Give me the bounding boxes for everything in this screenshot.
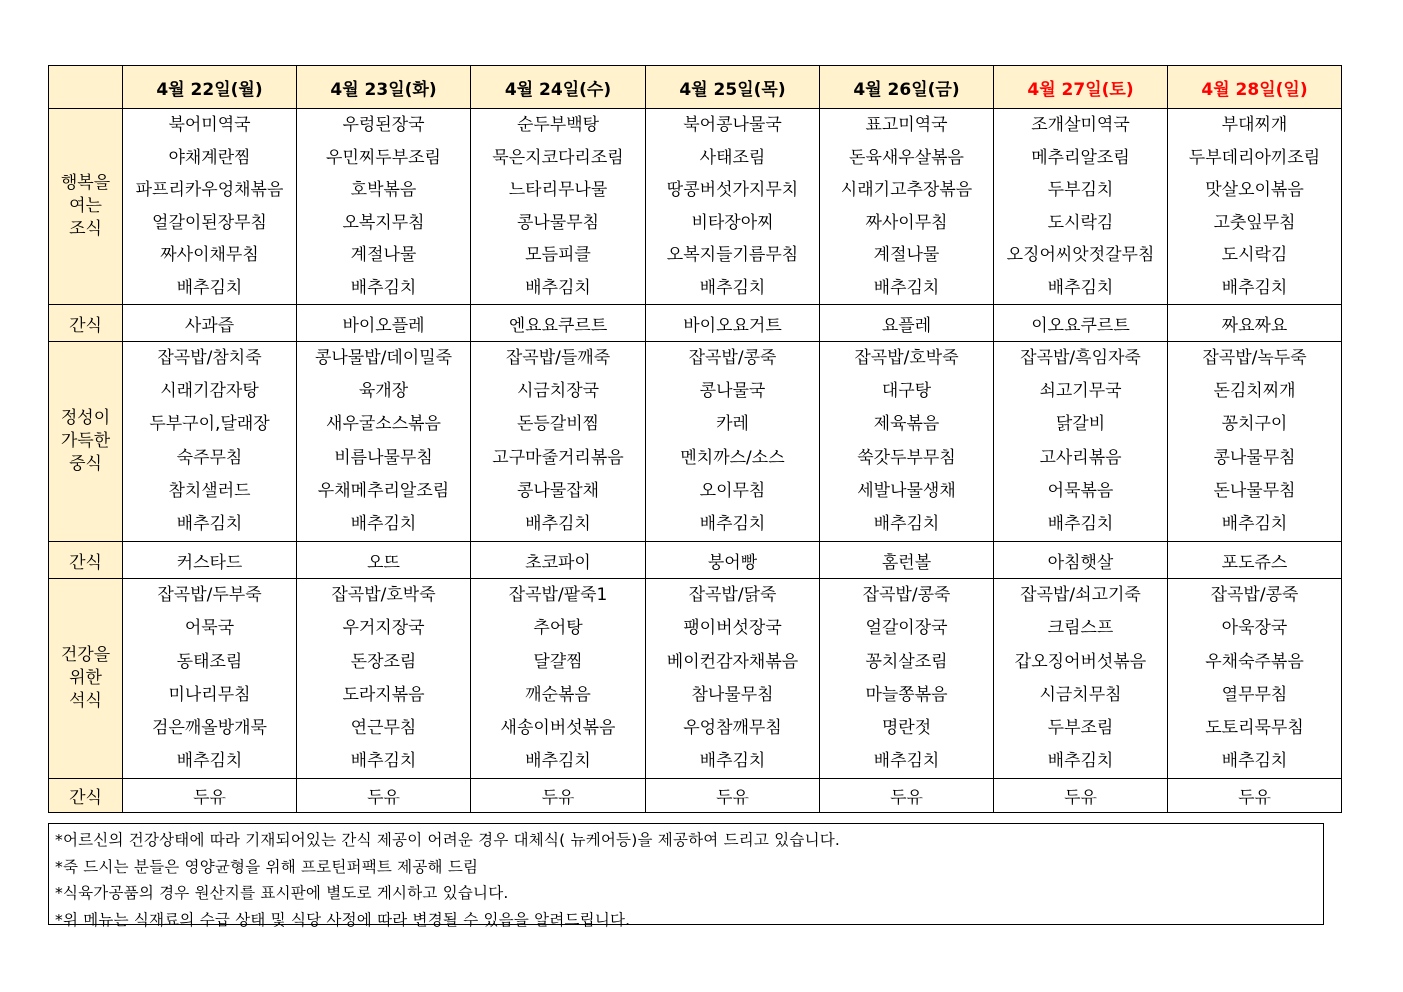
note-line: *위 메뉴는 식재료의 수급 상태 및 식당 사정에 따라 변경될 수 있음을 알려드립니다. — [55, 910, 631, 929]
header-row — [49, 66, 1342, 109]
dish-item: 갑오징어버섯볶음 — [1014, 651, 1147, 672]
dish-item: 배추김치 — [350, 277, 417, 298]
dish-item: 계절나물 — [350, 245, 417, 265]
snack-label: 간식 — [49, 779, 123, 813]
corner-cell — [49, 66, 123, 109]
dinner-cell — [471, 579, 646, 779]
dish-item: 잡곡밥/닭죽 — [688, 585, 777, 606]
dish-item: 콩나물잡채 — [516, 480, 600, 501]
dish-item: 짜사이무침 — [865, 212, 948, 233]
dish-item: 우엉참깨무침 — [683, 718, 782, 739]
lunch-cell — [297, 342, 471, 542]
dish-item: 부대찌개 — [1221, 115, 1288, 135]
lunch-cell — [123, 342, 297, 542]
dish-item: 도토리묵무침 — [1205, 718, 1304, 739]
breakfast-cell — [123, 109, 297, 305]
dinner-row — [49, 579, 1342, 779]
dish-item: 잡곡밥/쇠고기죽 — [1020, 585, 1141, 606]
dish-item: 표고미역국 — [865, 115, 948, 135]
dish-item: 참나물무침 — [691, 684, 774, 705]
dish-item: 꽁치살조림 — [865, 651, 948, 672]
dish-item: 오복지무침 — [342, 212, 425, 233]
dish-item: 파프리카우엉채볶음 — [135, 180, 284, 200]
dish-item: 배추김치 — [350, 514, 417, 535]
dish-item: 잡곡밥/녹두죽 — [1202, 348, 1307, 368]
snack-cell: 오뜨 — [297, 542, 471, 579]
dish-item: 새송이버섯볶음 — [500, 718, 616, 739]
dish-item: 제육볶음 — [873, 414, 940, 435]
dish-item: 참치샐러드 — [168, 480, 251, 501]
dish-item: 사태조림 — [699, 147, 766, 168]
dish-item: 돈김치찌개 — [1213, 381, 1296, 402]
dish-item: 잡곡밥/두부죽 — [157, 585, 262, 606]
dish-item: 북어미역국 — [168, 115, 251, 135]
dish-item: 짜사이채무침 — [160, 245, 259, 265]
breakfast-cell — [820, 109, 994, 305]
breakfast-cell — [297, 109, 471, 305]
evening-snack-row — [49, 779, 1342, 813]
dinner-cell — [123, 579, 297, 779]
snack-cell: 엔요요쿠르트 — [471, 305, 646, 342]
snack-cell: 두유 — [820, 779, 994, 813]
dish-item: 순두부백탕 — [516, 115, 600, 135]
dish-item: 꽁치구이 — [1221, 414, 1288, 435]
notes-box — [48, 823, 1324, 929]
afternoon-snack-row — [49, 542, 1342, 579]
dish-item: 어묵국 — [184, 618, 235, 639]
dish-item: 잡곡밥/콩죽 — [1210, 585, 1299, 606]
dish-item: 오복지들기름무침 — [666, 245, 799, 265]
dish-item: 배추김치 — [1221, 751, 1288, 772]
dish-item: 두부데리아끼조림 — [1188, 147, 1321, 168]
dish-item: 맛살오이볶음 — [1205, 180, 1304, 200]
lunch-cell — [1168, 342, 1342, 542]
day-header: 4월 26일(금) — [820, 66, 994, 109]
snack-cell: 두유 — [1168, 779, 1342, 813]
dish-item: 세발나물생채 — [857, 480, 956, 501]
dish-item: 고춧잎무침 — [1213, 212, 1296, 233]
snack-cell: 요플레 — [820, 305, 994, 342]
lunch-label: 정성이 가득한 중식 — [49, 342, 123, 542]
snack-label: 간식 — [49, 305, 123, 342]
lunch-cell — [820, 342, 994, 542]
dish-item: 배추김치 — [699, 277, 766, 298]
dish-item: 배추김치 — [1047, 277, 1114, 298]
dish-item: 잡곡밥/호박죽 — [331, 585, 436, 606]
dish-item: 우채메추리알조림 — [317, 480, 450, 501]
dinner-cell — [820, 579, 994, 779]
dish-item: 배추김치 — [350, 751, 417, 772]
snack-cell: 두유 — [994, 779, 1168, 813]
dish-item: 얼갈이된장무침 — [152, 212, 267, 233]
snack-cell: 바이오요거트 — [646, 305, 820, 342]
dish-item: 배추김치 — [176, 277, 243, 298]
breakfast-cell — [1168, 109, 1342, 305]
dish-item: 우채숙주볶음 — [1205, 651, 1304, 672]
morning-snack-row — [49, 305, 1342, 342]
dish-item: 미나리무침 — [168, 684, 251, 705]
dish-item: 잡곡밥/콩죽 — [688, 348, 777, 368]
breakfast-cell — [471, 109, 646, 305]
dish-item: 배추김치 — [176, 514, 243, 535]
dish-item: 배추김치 — [699, 751, 766, 772]
breakfast-label: 행복을 여는 조식 — [49, 109, 123, 305]
dish-item: 쇠고기무국 — [1039, 381, 1122, 402]
dish-item: 비타장아찌 — [691, 212, 774, 233]
snack-cell: 붕어빵 — [646, 542, 820, 579]
dish-item: 두부조림 — [1047, 718, 1114, 739]
snack-label: 간식 — [49, 542, 123, 579]
dish-item: 도시락김 — [1221, 245, 1288, 265]
dish-item: 숙주무침 — [176, 447, 243, 468]
dish-item: 조개살미역국 — [1031, 115, 1130, 135]
dish-item: 마늘쫑볶음 — [865, 684, 948, 705]
breakfast-cell — [646, 109, 820, 305]
dish-item: 연근무침 — [350, 718, 417, 739]
dish-item: 돈나물무침 — [1213, 480, 1296, 501]
dish-item: 고사리볶음 — [1039, 447, 1122, 468]
snack-cell: 아침햇살 — [994, 542, 1168, 579]
dish-item: 동태조림 — [176, 651, 243, 672]
dish-item: 야채계란찜 — [168, 147, 251, 168]
dish-item: 얼갈이장국 — [865, 618, 948, 639]
dish-item: 추어탕 — [533, 618, 583, 639]
dinner-cell — [1168, 579, 1342, 779]
dish-item: 오징어씨앗젓갈무침 — [1006, 245, 1155, 265]
dish-item: 닭갈비 — [1055, 414, 1106, 435]
lunch-cell — [994, 342, 1168, 542]
dish-item: 고구마줄거리볶음 — [492, 447, 624, 468]
dish-item: 팽이버섯장국 — [683, 618, 782, 639]
dish-item: 배추김치 — [873, 277, 940, 298]
day-header: 4월 24일(수) — [471, 66, 646, 109]
dish-item: 배추김치 — [176, 751, 243, 772]
dish-item: 모듬피클 — [525, 245, 591, 265]
dish-item: 도시락김 — [1047, 212, 1114, 233]
dish-item: 잡곡밥/팥죽1 — [508, 585, 608, 606]
dish-item: 돈등갈비찜 — [516, 414, 600, 435]
dish-item: 배추김치 — [873, 514, 940, 535]
dish-item: 시래기감자탕 — [160, 381, 259, 402]
dish-item: 배추김치 — [699, 514, 766, 535]
snack-cell: 홈런볼 — [820, 542, 994, 579]
dish-item: 배추김치 — [873, 751, 940, 772]
dish-item: 계절나물 — [873, 245, 940, 265]
day-header: 4월 25일(목) — [646, 66, 820, 109]
dish-item: 북어콩나물국 — [683, 115, 782, 135]
weekly-menu-table — [48, 65, 1342, 813]
snack-cell: 초코파이 — [471, 542, 646, 579]
day-header: 4월 23일(화) — [297, 66, 471, 109]
dish-item: 두부김치 — [1047, 180, 1114, 200]
dish-item: 배추김치 — [1221, 514, 1288, 535]
snack-cell: 커스타드 — [123, 542, 297, 579]
lunch-row — [49, 342, 1342, 542]
dish-item: 도라지볶음 — [342, 684, 425, 705]
note-line: *죽 드시는 분들은 영양균형을 위해 프로틴퍼팩트 제공해 드림 — [55, 857, 479, 876]
dish-item: 깨순볶음 — [525, 684, 591, 705]
dish-item: 느타리무나물 — [508, 180, 608, 200]
dish-item: 돈장조림 — [350, 651, 417, 672]
dish-item: 콩나물무침 — [516, 212, 600, 233]
dinner-label: 건강을 위한 석식 — [49, 579, 123, 779]
dish-item: 메추리알조림 — [1031, 147, 1130, 168]
dish-item: 잡곡밥/콩죽 — [862, 585, 951, 606]
lunch-cell — [471, 342, 646, 542]
dish-item: 멘치까스/소스 — [680, 447, 785, 468]
dish-item: 시금치무침 — [1039, 684, 1122, 705]
dish-item: 돈육새우살볶음 — [849, 147, 964, 168]
snack-cell: 포도쥬스 — [1168, 542, 1342, 579]
snack-cell: 두유 — [646, 779, 820, 813]
dish-item: 배추김치 — [525, 751, 591, 772]
dish-item: 콩나물밥/데이밀죽 — [314, 348, 453, 368]
dish-item: 시래기고추장볶음 — [840, 180, 973, 200]
dinner-cell — [994, 579, 1168, 779]
dish-item: 비름나물무침 — [334, 447, 433, 468]
dish-item: 잡곡밥/들깨죽 — [505, 348, 611, 368]
dish-item: 우렁된장국 — [342, 115, 425, 135]
dish-item: 달걀찜 — [533, 651, 583, 672]
dish-item: 땅콩버섯가지무치 — [666, 180, 799, 200]
dish-item: 우거지장국 — [342, 618, 425, 639]
dish-item: 어묵볶음 — [1047, 480, 1114, 501]
dish-item: 묵은지코다리조림 — [492, 147, 624, 168]
dinner-cell — [297, 579, 471, 779]
snack-cell: 두유 — [471, 779, 646, 813]
dish-item: 육개장 — [358, 381, 409, 402]
dish-item: 쑥갓두부무침 — [857, 447, 956, 468]
dish-item: 잡곡밥/흑임자죽 — [1020, 348, 1141, 368]
dinner-cell — [646, 579, 820, 779]
snack-cell: 두유 — [123, 779, 297, 813]
dish-item: 베이컨감자채볶음 — [666, 651, 799, 672]
dish-item: 호박볶음 — [350, 180, 417, 200]
dish-item: 아욱장국 — [1221, 618, 1288, 639]
snack-cell: 바이오플레 — [297, 305, 471, 342]
dish-item: 열무무침 — [1221, 684, 1288, 705]
dish-item: 검은깨올방개묵 — [152, 718, 267, 739]
dish-item: 배추김치 — [1047, 514, 1114, 535]
dish-item: 대구탕 — [881, 381, 932, 402]
dish-item: 크림스프 — [1047, 618, 1114, 639]
dish-item: 시금치장국 — [516, 381, 600, 402]
dish-item: 오이무침 — [699, 480, 766, 501]
dish-item: 명란젓 — [881, 718, 932, 739]
dish-item: 배추김치 — [525, 514, 591, 535]
day-header: 4월 27일(토) — [994, 66, 1168, 109]
dish-item: 콩나물무침 — [1213, 447, 1296, 468]
dish-item: 카레 — [716, 414, 749, 435]
snack-cell: 짜요짜요 — [1168, 305, 1342, 342]
dish-item: 두부구이,달래장 — [149, 414, 270, 435]
dish-item: 우민찌두부조림 — [326, 147, 441, 168]
note-line: *식육가공품의 경우 원산지를 표시판에 별도로 게시하고 있습니다. — [55, 884, 509, 902]
dish-item: 콩나물국 — [699, 381, 766, 402]
dish-item: 잡곡밥/호박죽 — [854, 348, 959, 368]
dish-item: 배추김치 — [525, 277, 591, 298]
snack-cell: 두유 — [297, 779, 471, 813]
dish-item: 새우굴소스볶음 — [326, 414, 441, 435]
lunch-cell — [646, 342, 820, 542]
breakfast-cell — [994, 109, 1168, 305]
note-line: *어르신의 건강상태에 따라 기재되어있는 간식 제공이 어려운 경우 대체식( 뉴케어등)을 제공하여 드리고 있습니다. — [55, 831, 841, 849]
dish-item: 배추김치 — [1221, 277, 1288, 298]
dish-item: 잡곡밥/참치죽 — [157, 348, 262, 368]
day-header: 4월 28일(일) — [1168, 66, 1342, 109]
snack-cell: 사과즙 — [123, 305, 297, 342]
day-header: 4월 22일(월) — [123, 66, 297, 109]
dish-item: 배추김치 — [1047, 751, 1114, 772]
breakfast-row — [49, 109, 1342, 305]
snack-cell: 이오요쿠르트 — [994, 305, 1168, 342]
